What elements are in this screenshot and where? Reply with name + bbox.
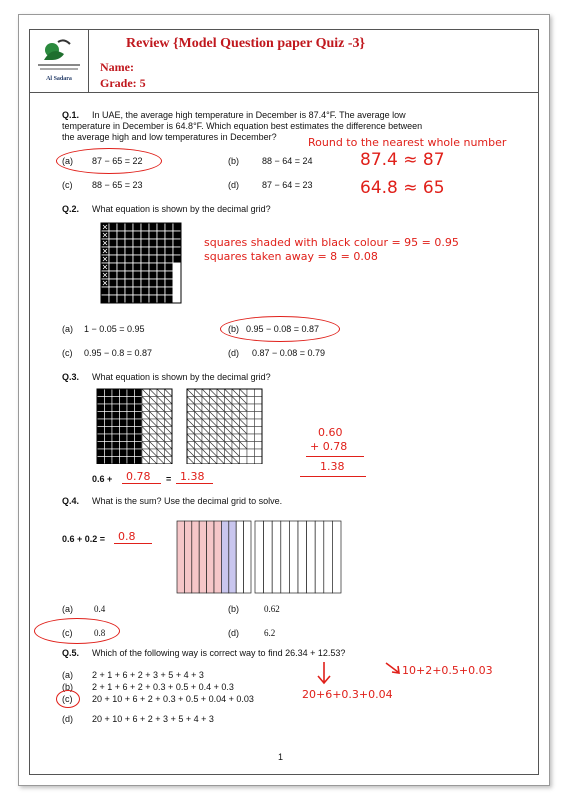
q1-d-text[interactable]: 87 − 64 = 23 — [262, 180, 313, 190]
q1-line3: the average high and low temperatures in December? — [62, 132, 277, 142]
q2-a-label[interactable]: (a) — [62, 324, 73, 334]
q2-c-text[interactable]: 0.95 − 0.8 = 0.87 — [84, 348, 153, 358]
q1-a-label[interactable]: (a) — [62, 156, 73, 166]
q2-d-text[interactable]: 0.87 − 0.08 = 0.79 — [252, 348, 326, 358]
q5-arrow-down-icon — [314, 660, 334, 686]
q1-line1: In UAE, the average high temperature in December is 87.4°F. The average low — [92, 110, 406, 120]
page-border — [29, 29, 539, 775]
q2-c-label[interactable]: (c) — [62, 348, 73, 358]
q5-c-label[interactable]: (c) — [62, 694, 73, 704]
q1-c-label[interactable]: (c) — [62, 180, 73, 190]
q5-b-label[interactable]: (b) — [62, 682, 73, 692]
q5-c-circle — [56, 690, 80, 708]
q3-work-rule2 — [300, 476, 366, 477]
q4-tenths-grid-left — [176, 520, 252, 594]
q3-decimal-grid-right — [186, 388, 266, 464]
q4-c-label[interactable]: (c) — [62, 628, 73, 638]
q1-note-65: 64.8 ≈ 65 — [360, 178, 445, 198]
q3-work-line2: + 0.78 — [310, 440, 348, 453]
q5-a-text[interactable]: 2 + 1 + 6 + 2 + 3 + 5 + 4 + 3 — [92, 670, 204, 680]
q3-eq-prefix: 0.6 + — [92, 474, 113, 484]
q4-d-label[interactable]: (d) — [228, 628, 239, 638]
q2-note-taken: squares taken away = 8 = 0.08 — [204, 250, 378, 263]
q1-d-label[interactable]: (d) — [228, 180, 239, 190]
q3-text: What equation is shown by the decimal grid? — [92, 372, 271, 382]
q5-a-label[interactable]: (a) — [62, 670, 73, 680]
q1-b-label[interactable]: (b) — [228, 156, 239, 166]
q2-a-text[interactable]: 1 − 0.05 = 0.95 — [84, 324, 145, 334]
q3-eq-blank1[interactable]: 0.78 — [122, 470, 161, 484]
header-logo — [30, 30, 89, 93]
q3-eq-equals: = — [166, 474, 172, 484]
q3-work-line1: 0.60 — [318, 426, 343, 439]
q4-c-text[interactable]: 0.8 — [94, 628, 106, 638]
q4-b-label[interactable]: (b) — [228, 604, 239, 614]
logo-text: Al Sadara — [46, 76, 72, 82]
q3-work-line3: 1.38 — [320, 460, 345, 473]
q5-number: Q.5. — [62, 648, 80, 658]
q2-note-shaded: squares shaded with black colour = 95 = 0.95 — [204, 236, 459, 249]
q1-note-round: Round to the nearest whole number — [308, 136, 507, 149]
q3-number: Q.3. — [62, 372, 80, 382]
q4-number: Q.4. — [62, 496, 80, 506]
q5-note-right: 10+2+0.5+0.03 — [402, 664, 493, 677]
worksheet-page — [18, 14, 550, 786]
q3-decimal-grid-left — [96, 388, 176, 464]
q2-b-text[interactable]: 0.95 − 0.08 = 0.87 — [246, 324, 320, 334]
q4-a-text[interactable]: 0.4 — [94, 604, 106, 614]
q3-eq-blank2[interactable]: 1.38 — [176, 470, 213, 484]
q4-a-label[interactable]: (a) — [62, 604, 73, 614]
logo-icon — [30, 30, 88, 76]
q2-d-label[interactable]: (d) — [228, 348, 239, 358]
q3-work-rule — [306, 456, 364, 457]
q4-d-text[interactable]: 6.2 — [264, 628, 276, 638]
q5-d-label[interactable]: (d) — [62, 714, 73, 724]
name-label: Name: — [100, 60, 134, 74]
q2-number: Q.2. — [62, 204, 80, 214]
q2-b-circle — [220, 316, 340, 342]
q1-note-87: 87.4 ≈ 87 — [360, 150, 445, 170]
q4-eq-prefix: 0.6 + 0.2 = — [62, 534, 106, 544]
q1-number: Q.1. — [62, 110, 80, 120]
q5-text: Which of the following way is correct way to find 26.34 + 12.53? — [92, 648, 346, 658]
q4-b-text[interactable]: 0.62 — [264, 604, 280, 614]
q5-note-below: 20+6+0.3+0.04 — [302, 688, 393, 701]
q4-text: What is the sum? Use the decimal grid to solve. — [92, 496, 283, 506]
q1-a-circle — [56, 148, 162, 174]
q2-text: What equation is shown by the decimal grid? — [92, 204, 271, 214]
page-title: Review {Model Question paper Quiz -3} — [126, 36, 366, 51]
q1-b-text[interactable]: 88 − 64 = 24 — [262, 156, 313, 166]
q2-decimal-grid — [100, 222, 182, 304]
q5-d-text[interactable]: 20 + 10 + 6 + 2 + 3 + 5 + 4 + 3 — [92, 714, 214, 724]
grade-label: Grade: 5 — [100, 76, 146, 90]
q5-arrow-right-icon — [384, 660, 404, 676]
q4-eq-answer[interactable]: 0.8 — [114, 530, 152, 544]
q4-c-circle — [34, 618, 120, 644]
q5-c-text[interactable]: 20 + 10 + 6 + 2 + 0.3 + 0.5 + 0.04 + 0.03 — [92, 694, 254, 704]
q4-tenths-grid-right — [254, 520, 342, 594]
q1-c-text[interactable]: 88 − 65 = 23 — [92, 180, 143, 190]
q1-line2: temperature in December is 64.8°F. Which equation best estimates the difference between — [62, 121, 423, 131]
page-number: 1 — [278, 752, 284, 762]
q1-a-text[interactable]: 87 − 65 = 22 — [92, 156, 143, 166]
q5-b-text[interactable]: 2 + 1 + 6 + 2 + 0.3 + 0.5 + 0.4 + 0.3 — [92, 682, 234, 692]
q2-b-label[interactable]: (b) — [228, 324, 239, 334]
header-rule — [88, 92, 538, 93]
